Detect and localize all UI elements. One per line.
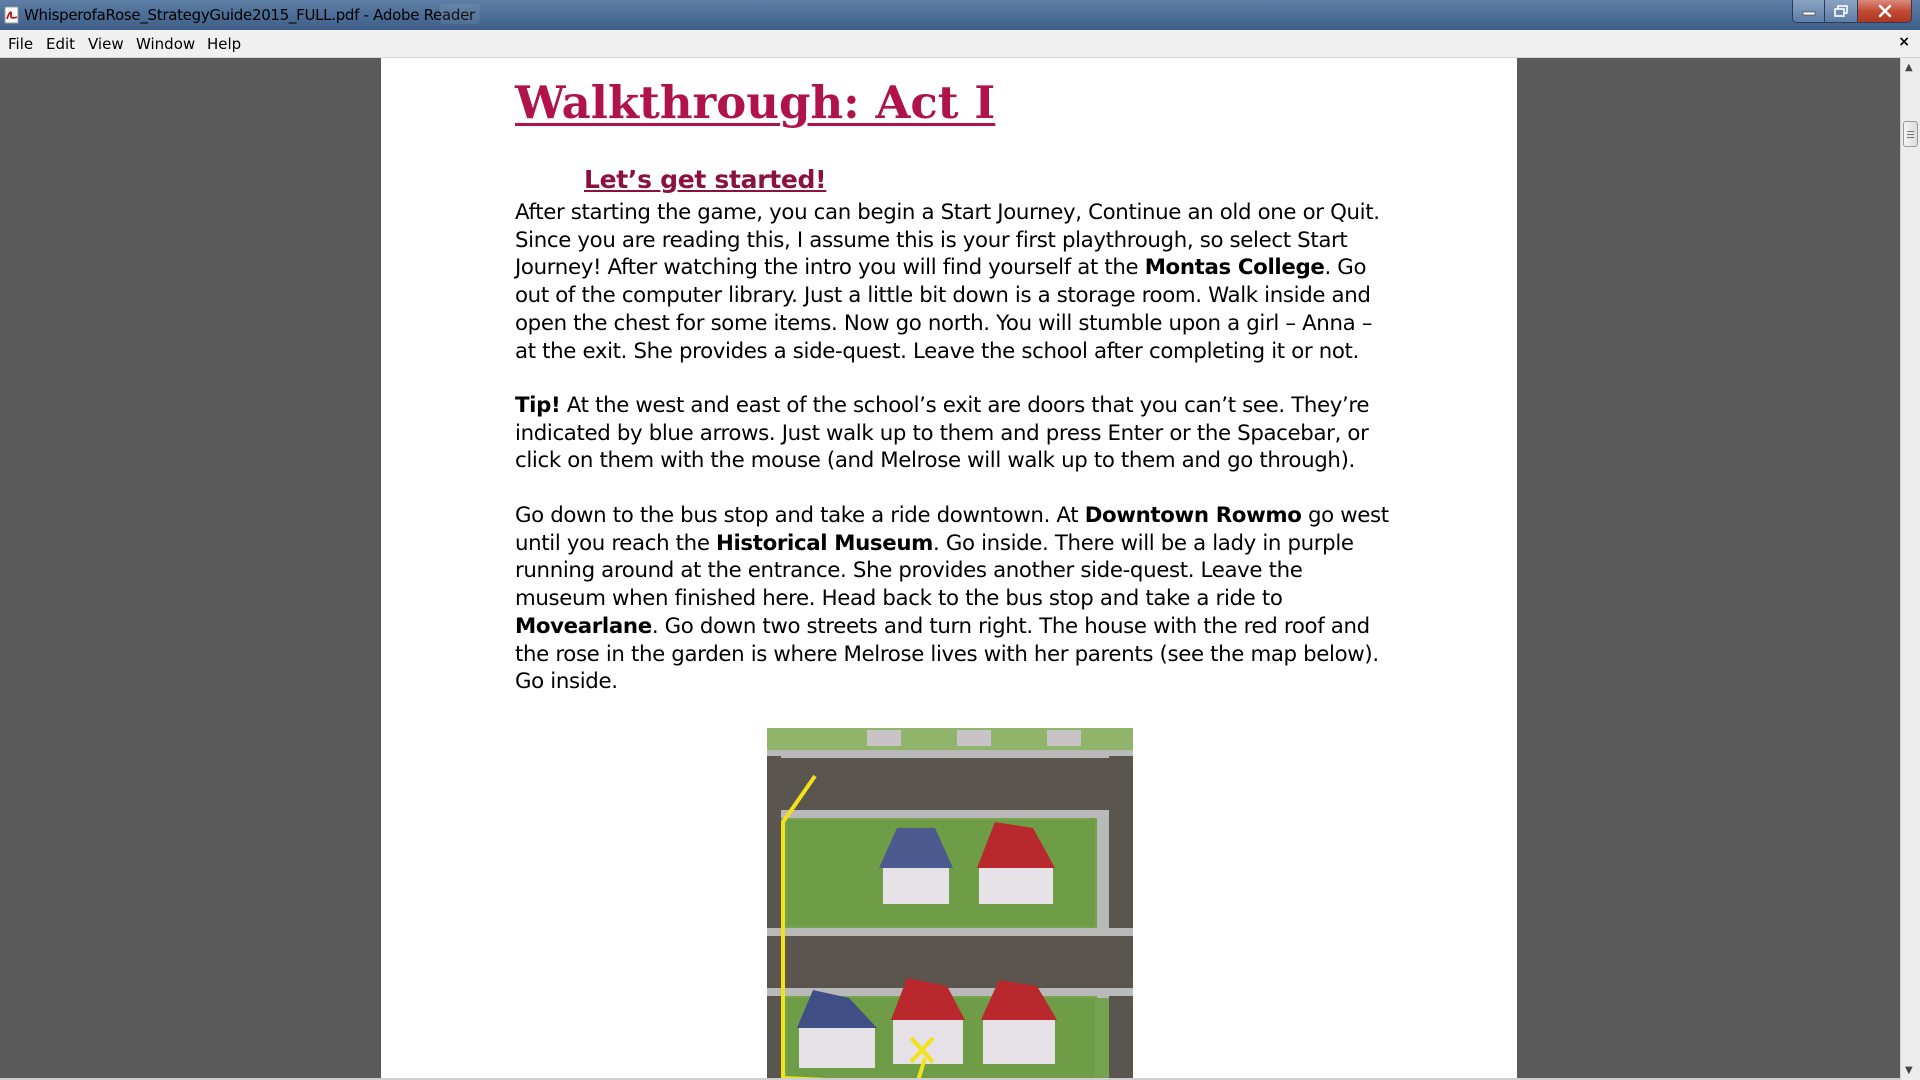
bold-run: Historical Museum: [716, 530, 934, 556]
taskbar-ghost: [440, 4, 480, 24]
minimize-button[interactable]: [1792, 0, 1825, 23]
scroll-down-icon[interactable]: ▼: [1905, 1065, 1913, 1076]
pdf-page: [381, 58, 1517, 1080]
bold-run: Montas College: [1144, 255, 1325, 281]
vertical-scrollbar[interactable]: [1900, 58, 1920, 1080]
scroll-up-icon[interactable]: ▲: [1905, 62, 1913, 73]
bold-run: Downtown Rowmo: [1084, 503, 1302, 528]
window-title: WhisperofaRose_StrategyGuide2015_FULL.pdf - Adobe Reader: [24, 6, 475, 24]
grip-line: [1907, 137, 1914, 138]
paragraph-directions: [515, 502, 1395, 696]
close-icon: [1877, 4, 1893, 18]
text-run: . Go down two streets and turn right. The house with the red roof and the rose in the garden is where Melrose lives with her parents (see the map below). Go inside.: [515, 613, 1379, 695]
bold-run: Tip!: [515, 393, 561, 418]
close-document-icon[interactable]: ×: [1898, 34, 1910, 50]
section-subheading: Let’s get started!: [584, 165, 827, 194]
document-viewport[interactable]: [0, 58, 1900, 1080]
window-controls: [1792, 0, 1912, 24]
menu-edit[interactable]: Edit: [46, 35, 76, 53]
paragraph-tip: [515, 392, 1395, 475]
paragraph-intro: [515, 199, 1395, 365]
text-run: At the west and east of the school’s exit are doors that you can’t see. They’re indicated by blue arrows. Just walk up to them and press Enter or the Spacebar, or click on them with the mouse (and Melrose will walk up to them and go through).: [515, 393, 1370, 474]
menu-window[interactable]: Window: [136, 35, 196, 53]
restore-icon: [1834, 5, 1848, 17]
pdf-app-icon: [3, 6, 21, 24]
text-run: . Go out of the computer library. Just a little bit down is a storage room. Walk inside and open the chest for some items. Now go north. You will stumble upon a girl – Anna – at the exit. She provides a side-quest. Leave the school after completing it or not.: [515, 255, 1373, 364]
grip-line: [1907, 134, 1914, 135]
restore-button[interactable]: [1825, 0, 1858, 23]
title-bar: [0, 0, 1920, 30]
menu-file[interactable]: File: [8, 35, 34, 53]
text-run: After starting the game, you can begin a Start Journey, Continue an old one or Quit. Since you are reading this, I assume this is your first playthrough, so select Start Journey! After watching the intro you will find yourself at the: [515, 200, 1380, 281]
menu-bar: [0, 30, 1920, 58]
neighborhood-map-image: [767, 728, 1133, 1080]
scrollbar-thumb[interactable]: [1903, 121, 1918, 147]
minimize-icon: [1802, 6, 1816, 16]
menu-help[interactable]: Help: [207, 35, 242, 53]
text-run: . Go inside. There will be a lady in purple running around at the entrance. She provides another side-quest. Leave the museum when finished here. Head back to the bus stop and take a ride to: [515, 530, 1354, 612]
page-heading: Walkthrough: Act I: [515, 76, 996, 129]
close-window-button[interactable]: [1858, 0, 1912, 23]
menu-view[interactable]: View: [88, 35, 124, 53]
text-run: Go down to the bus stop and take a ride downtown. At: [515, 503, 1085, 528]
text-run: go west until you reach the: [515, 503, 1389, 556]
grip-line: [1907, 131, 1914, 132]
bold-run: Movearlane: [515, 613, 652, 639]
